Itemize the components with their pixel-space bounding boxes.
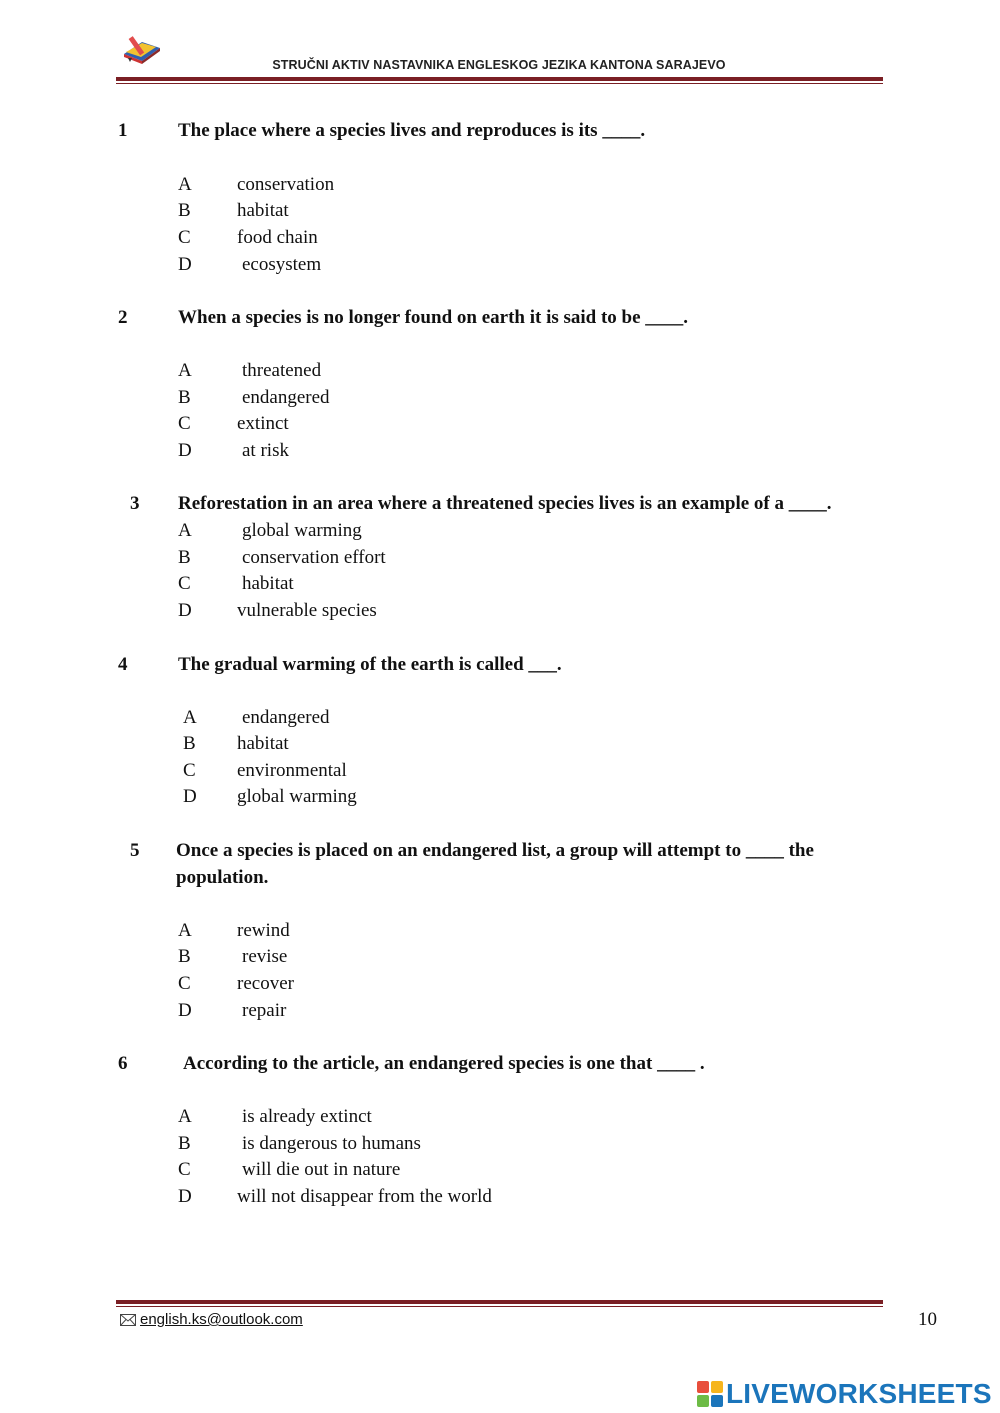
question-text: The place where a species lives and reproduces is its ____. bbox=[178, 120, 646, 141]
option-letter: D bbox=[178, 600, 192, 621]
envelope-icon bbox=[120, 1314, 136, 1326]
question-number: 5 bbox=[130, 840, 140, 861]
option-text[interactable]: endangered bbox=[242, 387, 330, 408]
option-text[interactable]: conservation bbox=[237, 174, 335, 195]
option-text[interactable]: ecosystem bbox=[242, 254, 322, 275]
option-letter: B bbox=[178, 1133, 191, 1154]
header-divider bbox=[116, 77, 883, 84]
option-text[interactable]: conservation effort bbox=[242, 547, 386, 568]
option-letter: C bbox=[183, 760, 196, 781]
option-text[interactable]: at risk bbox=[242, 440, 289, 461]
option-text[interactable]: repair bbox=[242, 1000, 287, 1021]
option-letter: D bbox=[178, 1186, 192, 1207]
option-letter: C bbox=[178, 573, 191, 594]
header-title: STRUČNI AKTIV NASTAVNIKA ENGLESKOG JEZIKA KANTONA SARAJEVO bbox=[272, 58, 726, 72]
question-text: According to the article, an endangered species is one that ____ . bbox=[183, 1053, 705, 1074]
option-letter: C bbox=[178, 413, 191, 434]
option-text[interactable]: revise bbox=[242, 946, 288, 967]
option-letter: B bbox=[178, 547, 191, 568]
question-number: 2 bbox=[118, 307, 128, 328]
option-letter: A bbox=[178, 920, 192, 941]
option-text[interactable]: food chain bbox=[237, 227, 318, 248]
option-text[interactable]: recover bbox=[237, 973, 294, 994]
question-text-line-1: Once a species is placed on an endangered list, a group will attempt to ____ the bbox=[176, 840, 814, 861]
option-letter: B bbox=[178, 946, 191, 967]
question-text: When a species is no longer found on earth it is said to be ____. bbox=[178, 307, 689, 328]
option-text[interactable]: will die out in nature bbox=[242, 1159, 401, 1180]
page-number: 10 bbox=[918, 1309, 937, 1330]
option-letter: B bbox=[178, 200, 191, 221]
option-letter: B bbox=[183, 733, 196, 754]
option-text[interactable]: habitat bbox=[237, 200, 289, 221]
option-text[interactable]: threatened bbox=[242, 360, 322, 381]
option-letter: C bbox=[178, 227, 191, 248]
option-letter: C bbox=[178, 1159, 191, 1180]
option-letter: C bbox=[178, 973, 191, 994]
email-link[interactable]: english.ks@outlook.com bbox=[140, 1311, 303, 1328]
question-text: Reforestation in an area where a threatened species lives is an example of a ____. bbox=[178, 493, 832, 514]
option-letter: A bbox=[183, 707, 197, 728]
liveworksheets-branding[interactable] bbox=[697, 1376, 992, 1412]
option-text[interactable]: global warming bbox=[242, 520, 362, 541]
footer-divider bbox=[116, 1300, 883, 1307]
option-letter: D bbox=[178, 440, 192, 461]
option-letter: D bbox=[178, 254, 192, 275]
option-text[interactable]: is dangerous to humans bbox=[242, 1133, 421, 1154]
option-letter: D bbox=[183, 786, 197, 807]
liveworksheets-wordmark: LIVEWORKSHEETS bbox=[726, 1378, 992, 1409]
option-text[interactable]: global warming bbox=[237, 786, 357, 807]
question-number: 4 bbox=[118, 654, 128, 675]
option-text[interactable]: environmental bbox=[237, 760, 347, 781]
option-letter: B bbox=[178, 387, 191, 408]
option-text[interactable]: is already extinct bbox=[242, 1106, 372, 1127]
option-text[interactable]: will not disappear from the world bbox=[237, 1186, 492, 1207]
option-text[interactable]: vulnerable species bbox=[237, 600, 377, 621]
option-text[interactable]: habitat bbox=[237, 733, 289, 754]
option-letter: A bbox=[178, 520, 192, 541]
footer-email bbox=[120, 1311, 303, 1328]
question-text: The gradual warming of the earth is called ___. bbox=[178, 654, 562, 675]
option-letter: A bbox=[178, 1106, 192, 1127]
question-number: 1 bbox=[118, 120, 128, 141]
option-text[interactable]: habitat bbox=[242, 573, 294, 594]
option-text[interactable]: rewind bbox=[237, 920, 290, 941]
option-text[interactable]: extinct bbox=[237, 413, 289, 434]
question-number: 6 bbox=[118, 1053, 128, 1074]
option-letter: A bbox=[178, 174, 192, 195]
liveworksheets-logo-icon bbox=[697, 1381, 723, 1407]
option-text[interactable]: endangered bbox=[242, 707, 330, 728]
question-number: 3 bbox=[130, 493, 140, 514]
option-letter: D bbox=[178, 1000, 192, 1021]
question-text-line-2: population. bbox=[176, 867, 269, 888]
option-letter: A bbox=[178, 360, 192, 381]
